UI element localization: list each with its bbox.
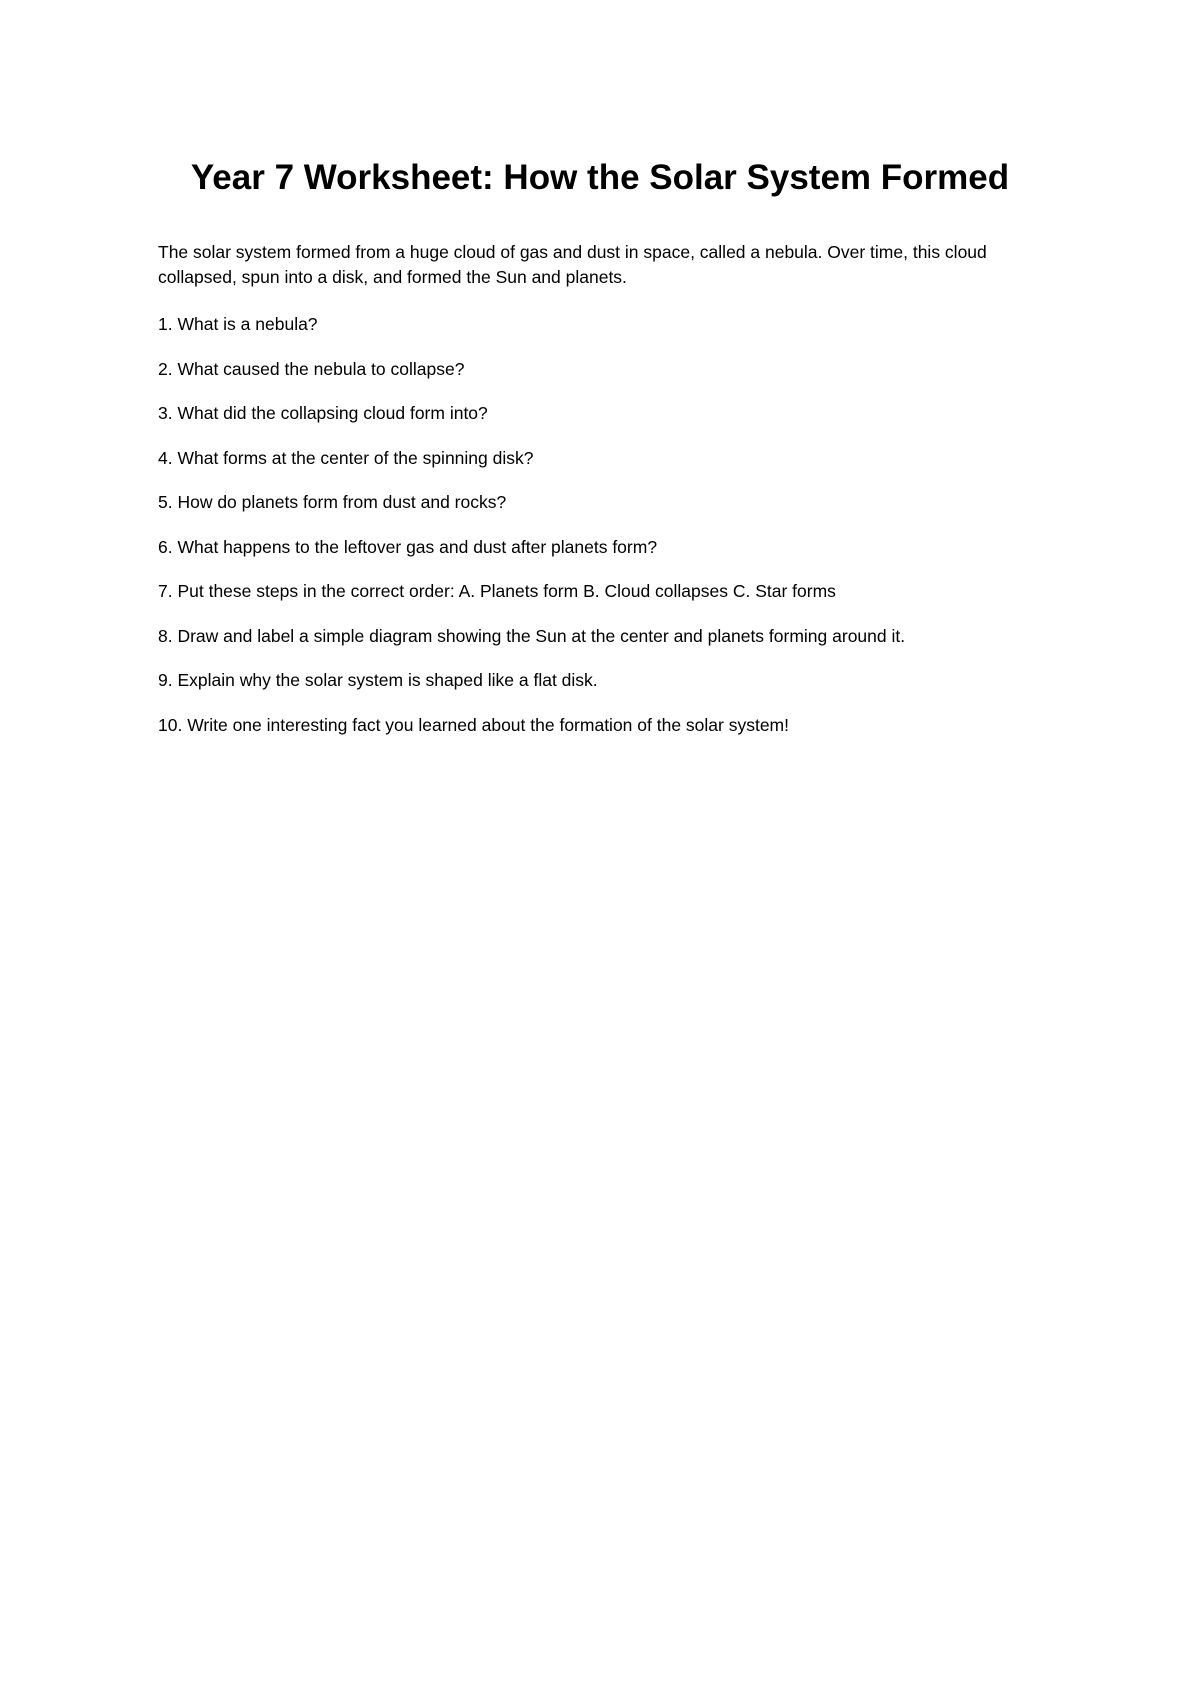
question-item: 1. What is a nebula? [158,314,318,334]
question-item: 8. Draw and label a simple diagram showing the Sun at the center and planets forming around it. [158,625,906,646]
question-list [158,312,1058,757]
question-item: 4. What forms at the center of the spinning disk? [158,447,534,468]
question-item: 6. What happens to the leftover gas and dust after planets form? [158,536,658,557]
intro-paragraph: The solar system formed from a huge cloud of gas and dust in space, called a nebula. Over time, this cloud collapsed, spun into a disk, and formed the Sun and planets. [158,242,987,287]
question-item: 7. Put these steps in the correct order: A. Planets form B. Cloud collapses C. Star forms [158,581,836,601]
question-item: 9. Explain why the solar system is shaped like a flat disk. [158,670,598,690]
page-title: Year 7 Worksheet: How the Solar System Formed [190,158,1010,197]
question-item: 3. What did the collapsing cloud form into? [158,403,488,423]
question-item: 2. What caused the nebula to collapse? [158,358,465,379]
question-item: 5. How do planets form from dust and rocks? [158,492,507,512]
question-item: 10. Write one interesting fact you learned about the formation of the solar system! [158,714,789,735]
